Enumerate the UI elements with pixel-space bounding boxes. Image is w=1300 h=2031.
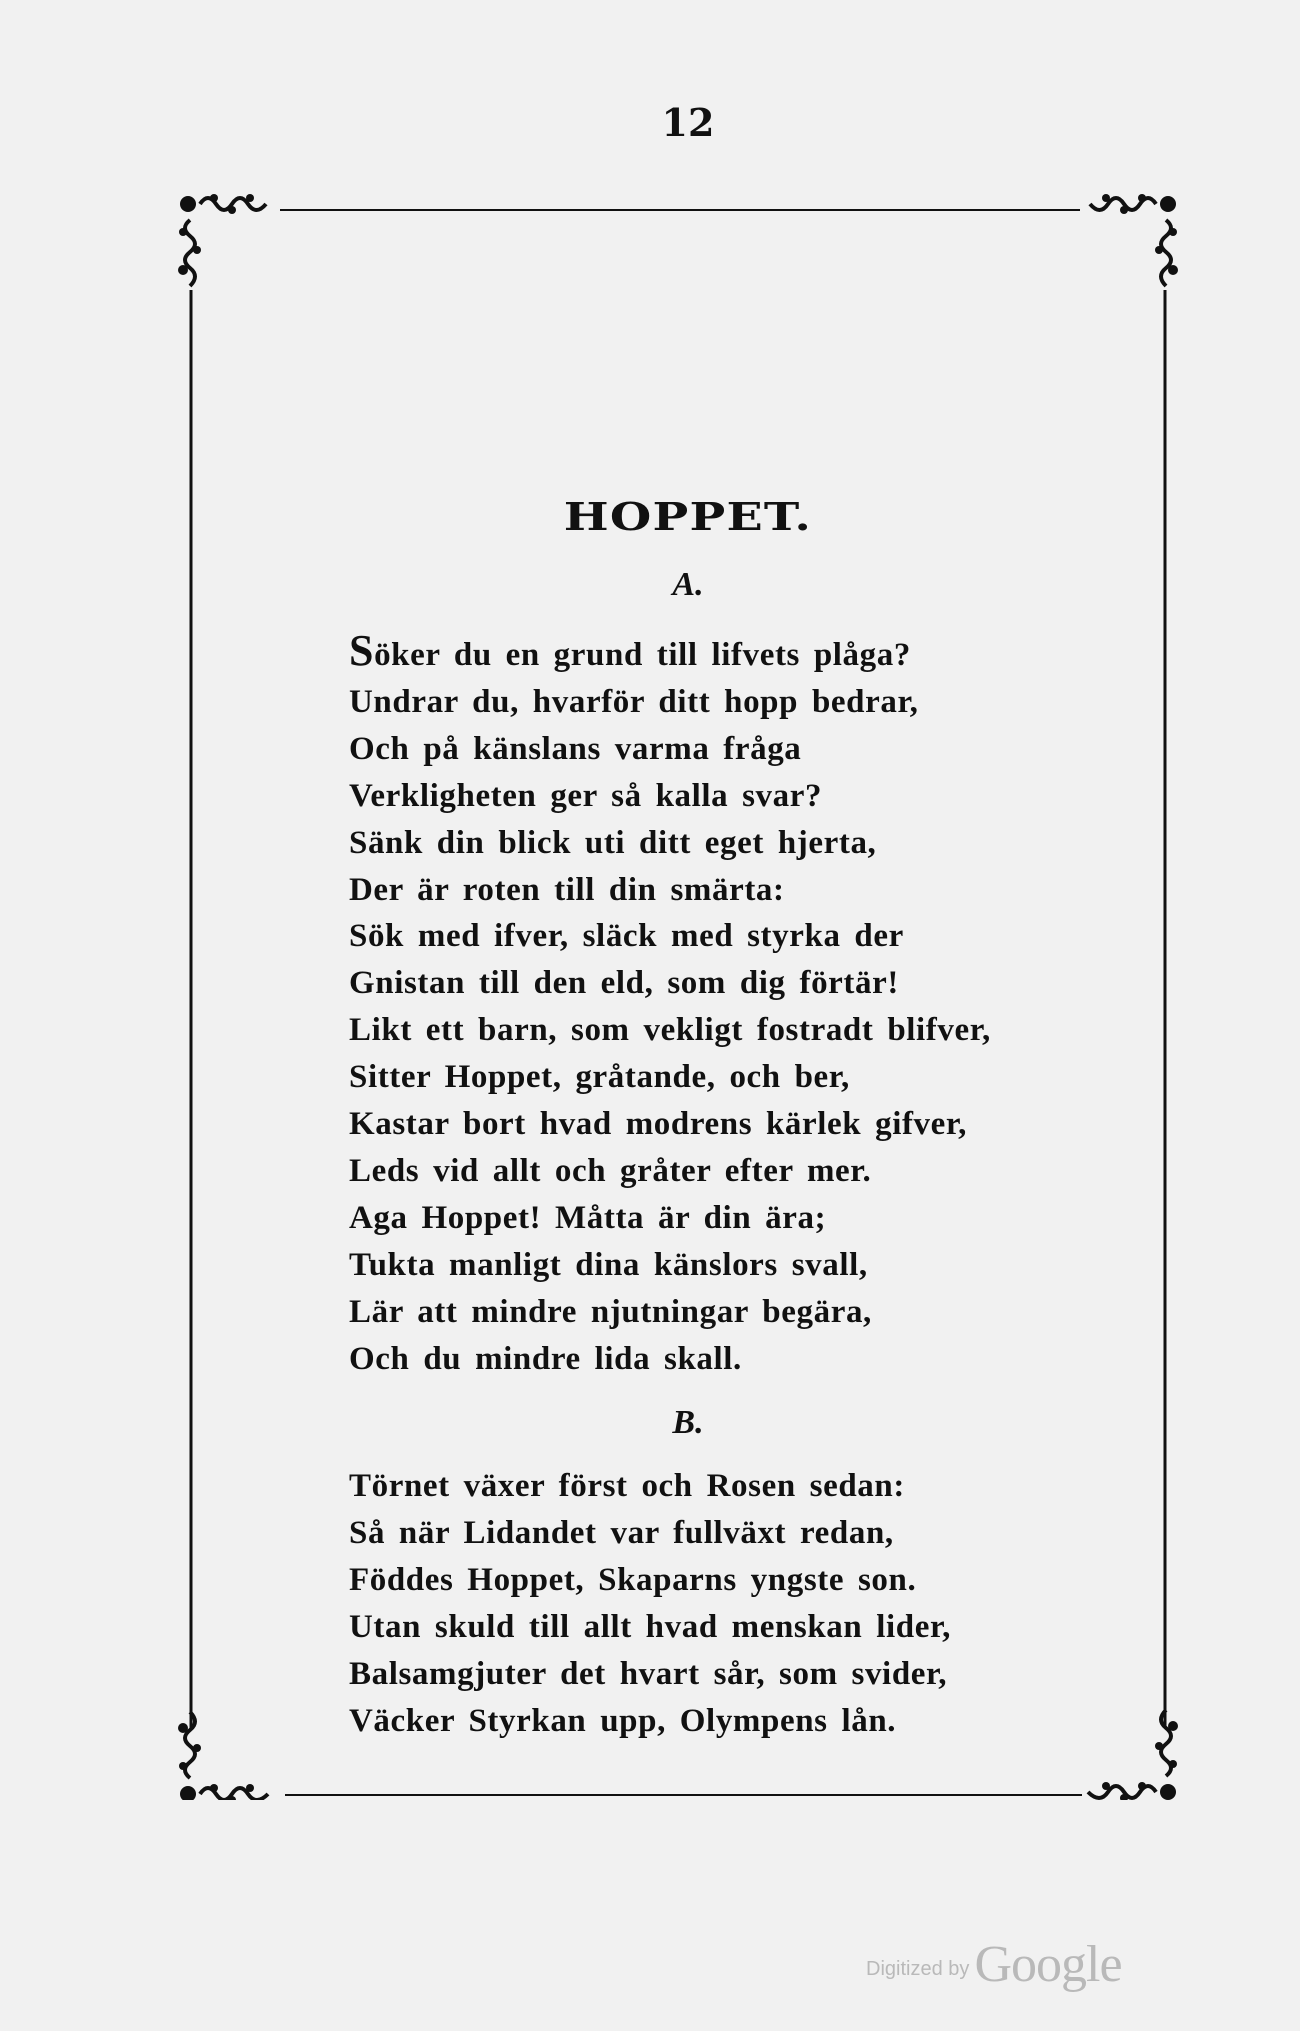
verse-line: Aga Hoppet! Måtta är din ära;: [349, 1199, 827, 1236]
verse-line: Och på känslans varma fråga: [349, 730, 802, 767]
verse-line: Likt ett barn, som vekligt fostradt blifver,: [349, 1012, 991, 1049]
verse-line: Der är roten till din smärta:: [349, 871, 785, 908]
verse-line: Undrar du, hvarför ditt hopp bedrar,: [349, 683, 919, 720]
verse-line: Väcker Styrkan upp, Olympens lån.: [349, 1702, 897, 1739]
verse-line: Balsamgjuter det hvart sår, som svider,: [349, 1655, 948, 1692]
verse-line-rest: öker du en grund till lifvets plåga?: [374, 637, 911, 673]
section-letter-b: B.: [672, 1404, 704, 1441]
poem-title: HOPPET.: [563, 494, 813, 539]
verse-line: Sitter Hoppet, gråtande, och ber,: [349, 1059, 850, 1096]
verse-line: Sök med ifver, släck med styrka der: [349, 918, 904, 955]
page-number: 12: [661, 100, 715, 145]
verse-line: Leds vid allt och gråter efter mer.: [349, 1152, 872, 1189]
verse-line: Utan skuld till allt hvad menskan lider,: [349, 1608, 952, 1645]
verse-line: Verkligheten ger så kalla svar?: [349, 777, 823, 814]
verse-line: Sänk din blick uti ditt eget hjerta,: [349, 824, 877, 861]
watermark-prefix: Digitized by: [866, 1958, 970, 1980]
verse-line: Törnet växer först och Rosen sedan:: [349, 1468, 905, 1504]
verse-line: [349, 628, 991, 679]
verse-line: Och du mindre lida skall.: [349, 1340, 742, 1377]
verse-line: Tukta manligt dina känslors svall,: [349, 1246, 868, 1283]
section-letter-a: A.: [672, 566, 704, 603]
digitized-watermark: [866, 1935, 1122, 1994]
stanza-a: [349, 628, 991, 1383]
verse-line: Föddes Hoppet, Skaparns yngste son.: [349, 1561, 917, 1598]
verse-line: Kastar bort hvad modrens kärlek gifver,: [349, 1106, 967, 1143]
google-logo: Google: [974, 1936, 1122, 1993]
verse-line: Lär att mindre njutningar begära,: [349, 1293, 872, 1330]
stanza-b: [349, 1463, 951, 1744]
drop-cap: S: [349, 626, 375, 675]
verse-line: Gnistan till den eld, som dig förtär!: [349, 965, 899, 1002]
verse-line: Så när Lidandet var fullväxt redan,: [349, 1514, 894, 1551]
